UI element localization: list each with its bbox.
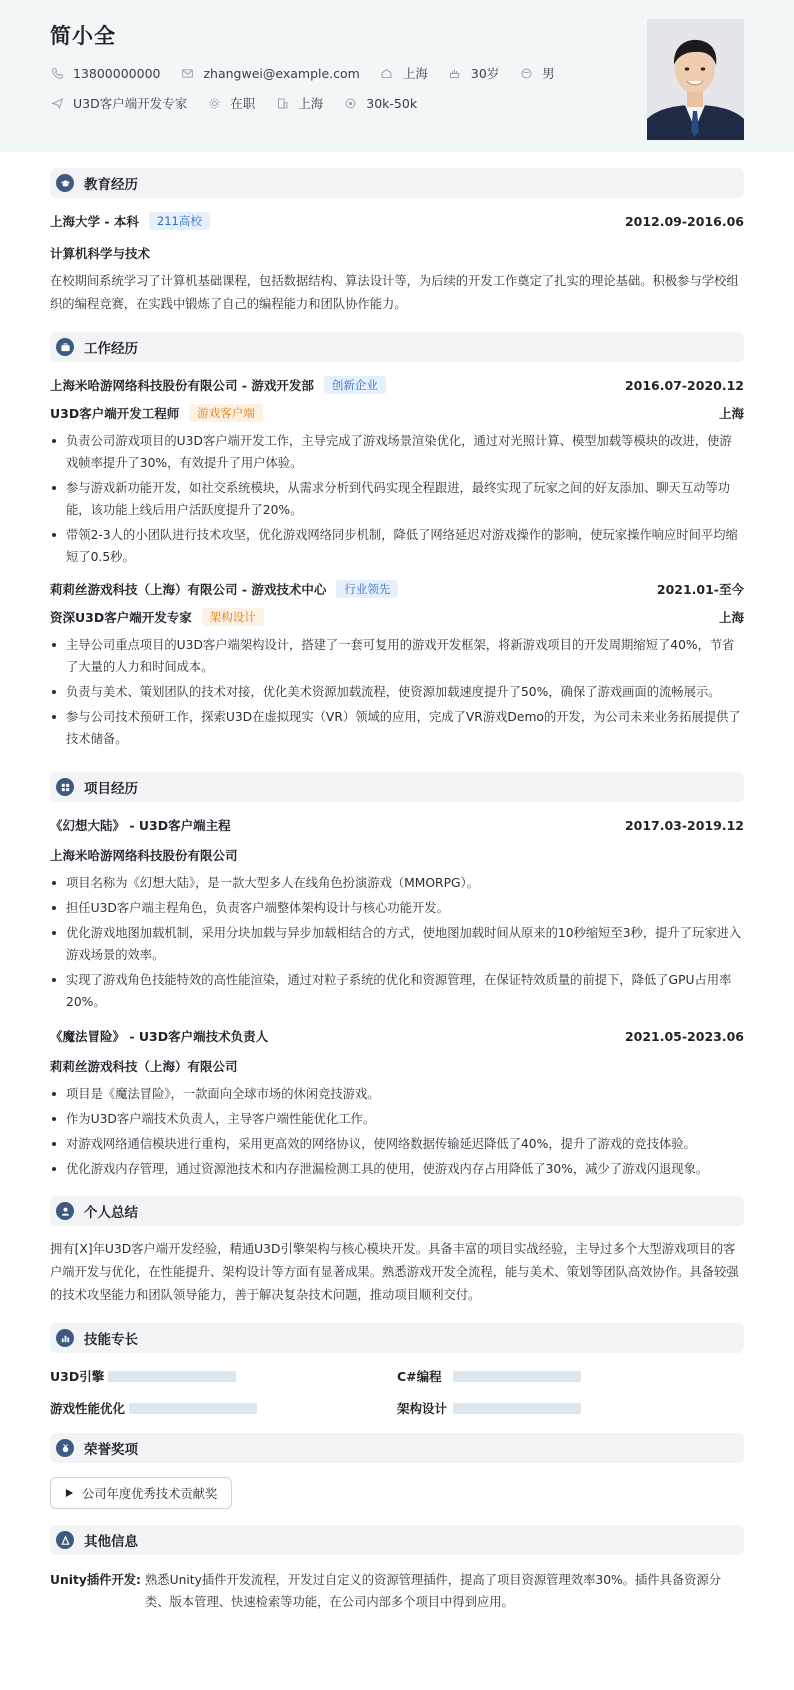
project-company: 上海米哈游网络科技股份有限公司 [50,848,238,863]
major-name: 计算机科学与技术 [50,246,151,261]
grid-icon [56,778,74,796]
project-date: 2017.03-2019.12 [624,817,744,833]
salary-text: 30k-50k [366,95,418,111]
user-icon [56,1202,74,1220]
work-date: 2016.07-2020.12 [624,377,744,393]
summary-section-header [50,1196,744,1226]
work-bullet-list [50,634,744,750]
work-section-header [50,332,744,362]
education-header-row [50,212,744,230]
email-text: zhangwei@example.com [203,65,360,81]
target-city-text: 上海 [298,96,324,111]
award-item [50,1477,232,1509]
work-role [50,404,263,422]
company-tag: 行业领先 [336,580,398,598]
education-entry [50,212,744,316]
project-title-row [50,816,744,834]
home-icon [380,66,394,80]
project-entry [50,816,744,1013]
work-company-row [50,376,744,394]
project-date: 2021.05-2023.06 [624,1028,744,1044]
projects-section-title: 项目经历 [84,781,138,797]
list-item: 优化游戏内存管理，通过资源池技术和内存泄漏检测工具的使用，使游戏内存占用降低了30%，减少了游戏闪退现象。 [50,1158,744,1180]
school-tag: 211高校 [149,212,210,230]
other-text: 熟悉Unity插件开发流程，开发过自定义的资源管理插件，提高了项目资源管理效率30%。插件具备资源分类、版本管理、快速检索等功能，在公司内部多个项目中得到应用。 [144,1573,722,1609]
project-bullet-list [50,1083,744,1180]
role-tag: 架构设计 [202,608,264,626]
list-item: 项目名称为《幻想大陆》，是一款大型多人在线角色扮演游戏（MMORPG）。 [50,872,744,894]
other-label: Unity插件开发: [50,1573,141,1587]
work-company-row [50,580,744,598]
list-item: 对游戏网络通信模块进行重构，采用更高效的网络协议，使网络数据传输延迟降低了40%，提升了游戏的竞技体验。 [50,1133,744,1155]
school-text: 上海大学 - 本科 [50,214,139,229]
skill-fill [453,1403,581,1414]
project-entry [50,1027,744,1180]
phone-item [50,66,160,81]
education-date: 2012.09-2016.06 [624,213,744,229]
work-company [50,580,398,598]
other-section-title: 其他信息 [84,1534,138,1550]
skill-fill [453,1371,581,1382]
skills-section-title: 技能专长 [84,1332,138,1348]
work-date: 2021.01-至今 [656,582,744,597]
project-title: 《幻想大陆》 - U3D客户端主程 [50,818,231,833]
avatar [647,19,744,140]
skill-bar [453,1403,581,1414]
projects-section-header [50,772,744,802]
list-item: 实现了游戏角色技能特效的高性能渲染，通过对粒子系统的优化和资源管理，在保证特效质量的前提下，降低了GPU占用率20%。 [50,969,744,1013]
list-item: 作为U3D客户端技术负责人，主导客户端性能优化工作。 [50,1108,744,1130]
gender-item [519,64,555,82]
skill-bar [129,1403,257,1414]
medal-icon [56,1439,74,1457]
info-icon [56,1531,74,1549]
coin-icon [343,96,357,110]
location-item [380,64,428,82]
work-section-title: 工作经历 [84,341,138,357]
list-item: 担任U3D客户端主程角色，负责客户端整体架构设计与核心功能开发。 [50,897,744,919]
work-entry [50,580,744,750]
work-role-text: 资深U3D客户端开发专家 [50,610,192,625]
list-item: 优化游戏地图加载机制，采用分块加载与异步加载相结合的方式，使地图加载时间从原来的10秒缩短至3秒，提升了玩家进入游戏场景的效率。 [50,922,744,966]
education-description: 在校期间系统学习了计算机基础课程，包括数据结构、算法设计等，为后续的开发工作奠定了扎实的理论基础。积极参与学校组织的编程竞赛，在实践中锻炼了自己的编程能力和团队协作能力。 [50,274,739,311]
work-role-row [50,608,744,626]
other-entry [50,1569,744,1613]
send-icon [50,96,64,110]
project-company: 莉莉丝游戏科技（上海）有限公司 [50,1059,238,1074]
target-city-item [275,94,323,112]
play-triangle-icon [65,1488,74,1498]
company-tag: 创新企业 [324,376,386,394]
work-company-text: 莉莉丝游戏科技（上海）有限公司 - 游戏技术中心 [50,582,327,597]
work-bullet-list [50,430,744,568]
target-position-item [50,94,187,112]
project-title: 《魔法冒险》 - U3D客户端技术负责人 [50,1029,269,1044]
list-item: 负责公司游戏项目的U3D客户端开发工作，主导完成了游戏场景渲染优化，通过对光照计算、模型加载等模块的改进，使游戏帧率提升了30%，有效提升了用户体验。 [50,430,744,474]
salary-item [343,96,417,111]
job-intent-row [50,94,744,112]
work-role-row [50,404,744,422]
skill-name: C#编程 [397,1369,442,1384]
resume-body [0,168,794,1613]
email-item [180,66,359,81]
location-text: 上海 [402,66,428,81]
bar-chart-icon [56,1329,74,1347]
awards-section-header [50,1433,744,1463]
phone-text: 13800000000 [73,65,161,81]
work-company-text: 上海米哈游网络科技股份有限公司 - 游戏开发部 [50,378,314,393]
building-icon [275,96,289,110]
settings-icon [207,96,221,110]
list-item: 参与游戏新功能开发，如社交系统模块，从需求分析到代码实现全程跟进，最终实现了玩家之间的好友添加、聊天互动等功能，该功能上线后用户活跃度提升了20%。 [50,477,744,521]
project-title-row [50,1027,744,1045]
skill-bar [108,1371,236,1382]
summary-text: 拥有[X]年U3D客户端开发经验，精通U3D引擎架构与核心模块开发。具备丰富的项目实战经验，主导过多个大型游戏项目的客户端开发与优化，在性能提升、架构设计等方面有显著成果。熟悉游戏开发全流程，能与美术、策划等团队高效协作。具备较强的技术攻坚能力和团队领导能力，善于解决复杂技术问题，推动项目顺利交付。 [50,1242,739,1302]
mail-icon [180,66,194,80]
contact-row [50,64,744,82]
award-label: 公司年度优秀技术贡献奖 [82,1487,218,1501]
status-text: 在职 [230,96,256,111]
phone-icon [50,66,64,80]
skill-item [397,1367,744,1385]
skill-item [397,1399,744,1417]
work-city: 上海 [718,610,744,625]
graduation-cap-icon [56,174,74,192]
work-company [50,376,386,394]
school-name [50,212,210,230]
list-item: 负责与美术、策划团队的技术对接，优化美术资源加载流程，使资源加载速度提升了50%，确保了游戏画面的流畅展示。 [50,681,744,703]
candidate-name: 简小全 [50,24,116,48]
skill-item [50,1367,397,1385]
list-item: 项目是《魔法冒险》，一款面向全球市场的休闲竞技游戏。 [50,1083,744,1105]
other-section-header [50,1525,744,1555]
list-item: 主导公司重点项目的U3D客户端架构设计，搭建了一套可复用的游戏开发框架，将新游戏项目的开发周期缩短了40%，节省了大量的人力和时间成本。 [50,634,744,678]
work-role [50,608,264,626]
skills-grid [50,1367,744,1417]
briefcase-icon [56,338,74,356]
gender-text: 男 [542,66,555,81]
age-text: 30岁 [470,66,500,81]
person-icon [519,66,533,80]
skill-bar [453,1371,581,1382]
project-bullet-list [50,872,744,1013]
role-tag: 游戏客户端 [189,404,263,422]
summary-section-title: 个人总结 [84,1205,138,1221]
work-role-text: U3D客户端开发工程师 [50,406,180,421]
education-section-title: 教育经历 [84,177,138,193]
skill-name: 架构设计 [397,1401,448,1416]
skills-section-header [50,1323,744,1353]
age-item [448,64,499,82]
list-item: 参与公司技术预研工作，探索U3D在虚拟现实（VR）领域的应用，完成了VR游戏Demo的开发，为公司未来业务拓展提供了技术储备。 [50,706,744,750]
work-entry [50,376,744,568]
skill-name: 游戏性能优化 [50,1401,126,1416]
skill-item [50,1399,397,1417]
work-city: 上海 [718,406,744,421]
skill-name: U3D引擎 [50,1369,105,1384]
awards-section-title: 荣誉奖项 [84,1442,138,1458]
skill-fill [108,1371,236,1382]
skill-fill [129,1403,257,1414]
education-section-header [50,168,744,198]
cake-icon [448,66,462,80]
target-position-text: U3D客户端开发专家 [73,96,188,111]
list-item: 带领2-3人的小团队进行技术攻坚，优化游戏网络同步机制，降低了网络延迟对游戏操作的影响，使玩家操作响应时间平均缩短了0.5秒。 [50,524,744,568]
resume-header [0,0,794,152]
status-item [207,94,255,112]
